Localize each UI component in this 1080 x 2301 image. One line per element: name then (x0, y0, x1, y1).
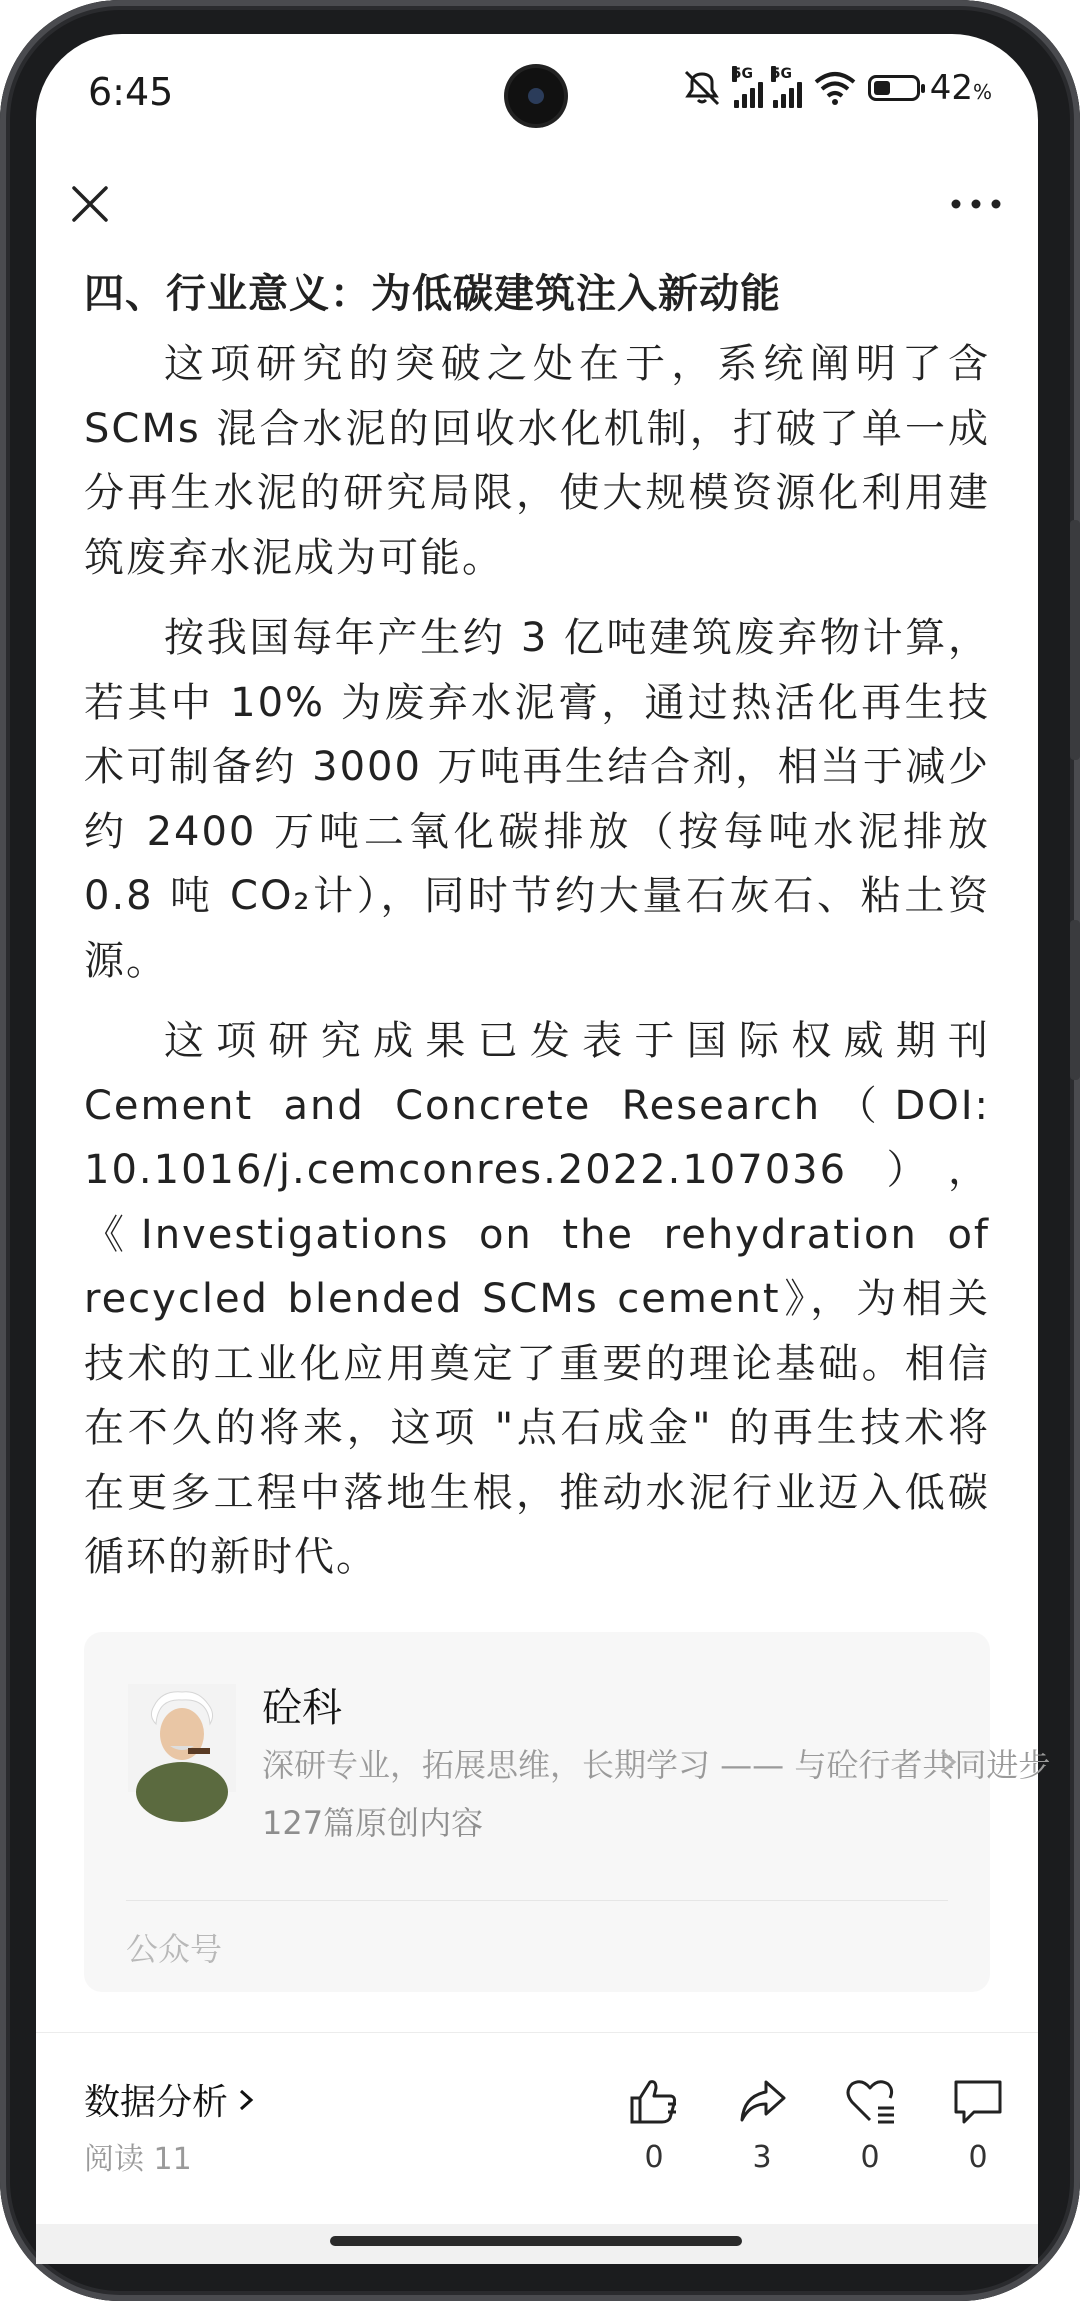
comment-icon (950, 2074, 1006, 2130)
volume-button (1070, 520, 1080, 760)
article-paragraph: 这项研究的突破之处在于，系统阐明了含 SCMs 混合水泥的回收水化机制，打破了单一成分再生水泥的研究局限，使大规模资源化利用建筑废弃水泥成为可能。 (84, 341, 990, 581)
like-button[interactable] (614, 2074, 694, 2175)
status-time: 6:45 (88, 70, 174, 114)
favorite-button[interactable] (830, 2074, 910, 2175)
author-description: 深研专业，拓展思维，长期学习 —— 与砼行者共同进步 (262, 1746, 1051, 1784)
share-count: 3 (752, 2140, 772, 2175)
wifi-icon (812, 70, 858, 106)
author-name: 砼科 (262, 1685, 342, 1731)
more-icon[interactable] (936, 172, 1016, 236)
card-divider (126, 1900, 948, 1901)
status-bar (36, 34, 1038, 154)
screen (36, 34, 1051, 2264)
network-type-label-2: 5G (770, 66, 792, 82)
home-indicator[interactable] (330, 2236, 742, 2246)
share-icon (734, 2074, 790, 2130)
data-analysis-link[interactable] (84, 2074, 256, 2125)
account-type-label: 公众号 (126, 1930, 223, 1968)
chevron-right-icon (236, 2085, 256, 2115)
read-count: 阅读 11 (84, 2142, 192, 2177)
network-type-label: 5G (731, 66, 753, 82)
cellular-signal-icon (731, 66, 763, 108)
chevron-right-icon (936, 1744, 960, 1780)
comment-button[interactable] (938, 2074, 1018, 2175)
original-count: 127篇原创内容 (262, 1804, 484, 1842)
data-analysis-label: 数据分析 (84, 2082, 229, 2123)
front-camera (508, 68, 564, 124)
article-body (84, 262, 990, 1606)
bottom-divider (36, 2032, 1038, 2033)
power-button (1070, 920, 1080, 1080)
like-count: 0 (644, 2140, 664, 2175)
favorite-count: 0 (860, 2140, 880, 2175)
close-icon[interactable] (58, 172, 122, 236)
section-heading: 四、行业意义：为低碳建筑注入新动能 (84, 271, 781, 317)
thumbs-up-icon (626, 2074, 682, 2130)
author-card[interactable] (84, 1632, 1051, 1992)
battery-icon (868, 75, 920, 101)
avatar (128, 1684, 236, 1792)
heart-icon (842, 2074, 898, 2130)
article-nav-bar (36, 154, 1038, 254)
article-paragraph: 按我国每年产生约 3 亿吨建筑废弃物计算，若其中 10% 为废弃水泥膏，通过热活化再生技术可制备约 3000 万吨再生结合剂，相当于减少约 2400 万吨二氧化碳排放（按每吨水泥排放 0.8 吨 CO₂计），同时节约大量石灰石、粘土资源。 (84, 615, 990, 984)
mute-icon (680, 68, 724, 108)
status-icons (680, 68, 992, 108)
battery-percent: 42% (929, 68, 992, 108)
article-paragraph: 这项研究成果已发表于国际权威期刊 Cement and Concrete Research（DOI: 10.1016/j.cemconres.2022.107036），《Investigations on the rehydration of recycled blended SCMs cement》，为相关技术的工业化应用奠定了重要的理论基础。相信在不久的将来，这项 "点石成金" 的再生技术将在更多工程中落地生根，推动水泥行业迈入低碳循环的新时代。 (84, 1018, 990, 1580)
comment-count: 0 (968, 2140, 988, 2175)
cellular-signal-icon-2 (770, 66, 802, 108)
share-button[interactable] (722, 2074, 802, 2175)
